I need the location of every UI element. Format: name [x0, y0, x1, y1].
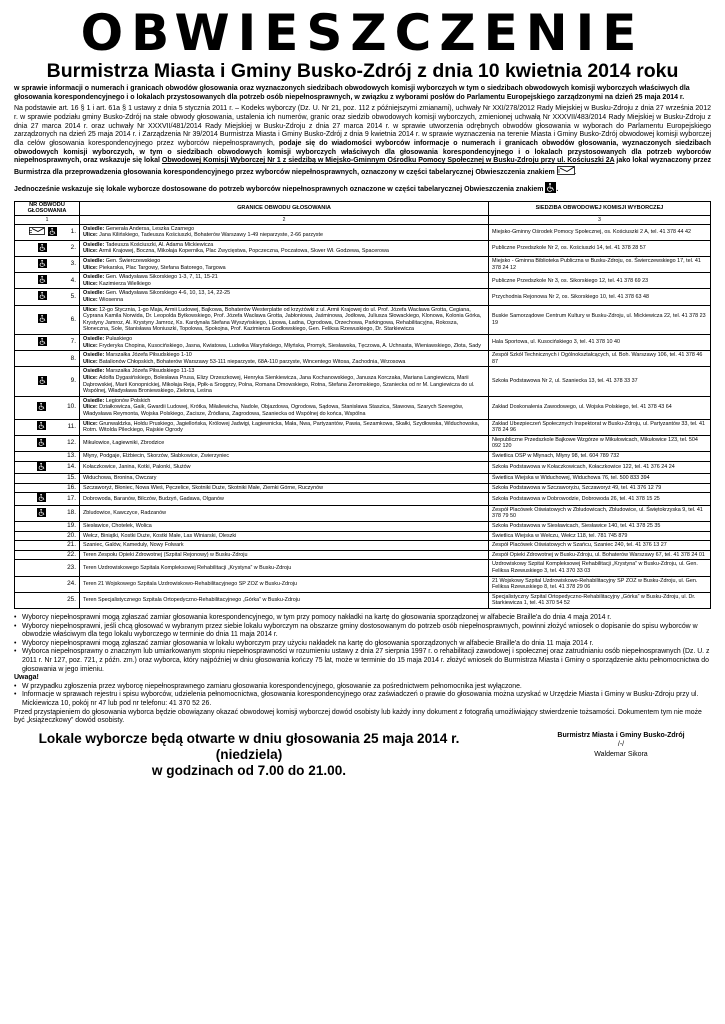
area-list: Pułaskiego [104, 336, 133, 343]
table-row [15, 435, 711, 451]
area-list: Wiosenna [97, 297, 124, 304]
area-list: Grunwaldzka, Hołdu Pruskiego, Jagiellońska, Królowej Jadwigi, Łagiewnicka, Mała, Nwa, Partyzantów, Pawia, Sezamkowa, Skałki, Szydłowska, Widuchowska, Rotm. Witolda Pileckiego, Rajskie Ogrody [83, 420, 480, 434]
table-row [15, 335, 711, 351]
area-list: Teren 21 Wojskowego Szpitala Uzdrowiskowo-Rehabilitacyjnego SP ZOZ w Busku-Zdroju [83, 580, 298, 587]
district-seat: Hala Sportowa, ul. Kusocińskiego 3, tel. 41 378 10 40 [489, 335, 711, 351]
area-list: Szczaworyż, Błoniec, Nowa Wieś, Pęczelice, Skotniki Duże, Skotniki Małe, Ziemki Górne, Ruczynów [83, 484, 323, 491]
area-label: Osiedle: [83, 274, 105, 281]
district-number: 18. [67, 509, 76, 517]
district-number-cell [15, 474, 80, 484]
district-number: 21. [67, 541, 76, 549]
area-list: Kazimierza Wielkiego [97, 280, 151, 287]
area-label: Osiedle: [83, 397, 105, 404]
districts-table-body [15, 224, 711, 608]
table-row [15, 522, 711, 532]
area-label: Osiedle: [83, 241, 105, 248]
district-boundaries [80, 461, 489, 474]
district-seat: Miejsko-Gminny Ośrodek Pomocy Społecznej, os. Kościuszki 2 A, tel. 41 378 44 42 [489, 224, 711, 240]
area-list: Mikułowice, Łagiewniki, Zbrodzice [83, 440, 165, 447]
district-boundaries [80, 305, 489, 334]
footer [14, 731, 711, 779]
area-list: Gen. Władysława Sikorskiego 1-3, 7, 11, 15-21 [104, 274, 218, 281]
district-number: 15. [67, 474, 76, 482]
area-list: Generała Andersa, Leszka Czarnego [104, 225, 195, 232]
district-number-cell [15, 461, 80, 474]
district-number-cell [15, 224, 80, 240]
area-label: Ulice: [83, 297, 98, 304]
district-number: 1. [70, 228, 76, 235]
district-number: 25. [67, 596, 76, 604]
table-row [15, 550, 711, 560]
header-nr: NR OBWODU GŁOSOWANIA [15, 201, 80, 215]
wheelchair-icon [38, 314, 47, 326]
district-number-cell [15, 550, 80, 560]
district-boundaries [80, 493, 489, 506]
area-list: Adolfa Dygasińskiego, Bolesława Prusa, Elizy Orzeszkowej, Henryka Sienkiewicza, Jana Kochanowskiego, Janusza Korczaka, Mariana Langiewicza, Marii Dąbrowskiej, Marii Konopnickiej, Mikołaja Reja, Ppłk-a Sroggrzy, Polna, Romana Dmowskiego, Rotna, Stefana Żeromskiego, Szaniecka od nr M. Langiewicza do ul. Wspólnej, Władysława Broniewskiego, Zielona, Leśna [83, 374, 475, 395]
district-seat: Szkoła Podstawowa w Siesławicach, Siesławice 140, tel. 41 378 25 35 [489, 522, 711, 532]
mail-envelope-icon [29, 227, 45, 239]
district-number: 11. [67, 422, 76, 430]
note-item: • Wyborcy niepełnosprawni mogą zgłaszać zamiar głosowania korespondencyjnego, w tym przy pomocy nakładki na kartę do głosowania sporządzonej w alfabecie Braille'a do dnia 4 maja 2014 r. [14, 614, 711, 623]
col-index: 3 [489, 215, 711, 224]
district-number: 14. [67, 463, 76, 471]
district-number-cell [15, 305, 80, 334]
district-number: 8. [70, 354, 76, 362]
district-seat: Zespół Placówek Oświatowych w Szańcu, Szaniec 240, tel. 41 376 13 27 [489, 541, 711, 551]
table-row [15, 305, 711, 334]
district-boundaries [80, 560, 489, 576]
district-number-cell [15, 257, 80, 273]
district-seat: Szkoła Podstawowa w Dobrowodzie, Dobrowoda 26, tel. 41 378 15 25 [489, 493, 711, 506]
district-number-cell [15, 240, 80, 256]
district-number-cell [15, 396, 80, 419]
district-boundaries [80, 522, 489, 532]
table-row [15, 240, 711, 256]
accessibility-paragraph: Jednocześnie wskazuje się lokale wyborcze dostosowane do potrzeb wyborców niepełnosprawnych oznaczone w części tabelarycznej Obwieszczenia znakiem . [14, 182, 711, 197]
area-list: Batalionów Chłopskich, Bohaterów Warszawy 53-111 nieparzyste, 68A-110 parzyste, Wincentego Witosa, Zachodnia, Wrzosowa [97, 358, 406, 365]
districts-table [14, 201, 711, 610]
warning-item: • W przypadku zgłoszenia przez wyborcę niepełnosprawnego zamiaru głosowania korespondencyjnego, głosowanie za pośrednictwem pełnomocnika jest wyłączone. [14, 683, 711, 692]
area-list: Gen. Świerczewskiego [104, 258, 161, 265]
district-number-cell [15, 351, 80, 367]
table-row [15, 592, 711, 608]
district-boundaries [80, 351, 489, 367]
area-list: Teren Uzdrowiskowego Szpitala Kompleksowej Rehabilitacji „Krystyna” w Busku-Zdroju [83, 564, 292, 571]
wheelchair-icon [38, 259, 47, 271]
table-row [15, 560, 711, 576]
district-number-cell [15, 451, 80, 461]
district-boundaries [80, 289, 489, 305]
area-list: 12-go Stycznia, 1-go Maja, Armii Ludowej, Bajkowa, Bohaterów Westerplatte od krzyżówki z ul. Armii Krajowej do ul. Prof. Józefa Wacława Grotta, Cegiana, Cyprana Kamila Norwida, Dr. Leopolda Bytkowskiego, Prof. Józefa Wacława Grotta, Jabłoniowa, Jaśminowa, Jodłowa, Juliusza Słowackiego, Klonowa, Kolonia Górka, Krystyny Jamroz, Al. Krystyny Jamroz, Ks. Kardynała Stefana Wyszyńskiego, Lipowa, Ładna, Ogrodowa, Orzechowa, Parkingowa, Rehabilitacyjna, Rokosza, Słoneczna, Sole, Stanisława Moniuszki, Topolowa, Spokojna, Prof. Kazimierza Godłowskiego, Gen. Feliksa Rzewuskiego, Dr. Starkiewicza [83, 306, 482, 333]
opening-hours: Lokale wyborcze będą otwarte w dniu głosowania 25 maja 2014 r. (niedziela) w godzinach od 7.00 do 21.00. [38, 730, 460, 778]
area-label: Ulice: [83, 342, 98, 349]
table-row [15, 576, 711, 592]
wheelchair-icon [37, 402, 46, 414]
district-boundaries [80, 419, 489, 435]
signature-block: Burmistrz Miasta i Gminy Busko-Zdrój /-/ Waldemar Sikora [557, 731, 685, 758]
table-row [15, 531, 711, 541]
district-number-cell [15, 435, 80, 451]
warning-list [14, 683, 711, 709]
district-seat: Niepubliczne Przedszkole Bajkowe Wzgórze w Mikułowicach, Mikułowice 123, tel. 504 092 120 [489, 435, 711, 451]
table-row [15, 396, 711, 419]
note-item: • Wyborcy niepełnosprawni mogą zgłaszać zamiar głosowania w lokalu wyborczym przy użyciu nakładek na kartę do głosowania sporządzonych w alfabecie Braille'a do dnia 11 maja 2014 r. [14, 640, 711, 649]
district-number-cell [15, 273, 80, 289]
district-seat: Świetlica Wiejska w Widuchowej, Widuchowa 76, tel. 500 833 394 [489, 474, 711, 484]
district-number-cell [15, 592, 80, 608]
table-row [15, 483, 711, 493]
district-number: 7. [70, 338, 76, 346]
district-number-cell [15, 560, 80, 576]
district-boundaries [80, 451, 489, 461]
district-number: 10. [67, 403, 76, 411]
district-boundaries [80, 435, 489, 451]
table-row [15, 289, 711, 305]
warning-item: • Informacje w sprawach rejestru i spisu wyborców, udzielenia pełnomocnictwa, głosowania korespondencyjnego oraz zaświadczeń o prawie do głosowania można uzyskać w Urzędzie Miasta i Gminy w Busku-Zdroju przy ul. Mickiewicza 10, pokój nr 47 lub pod nr telefonu: 41 370 52 26. [14, 691, 711, 708]
area-label: Osiedle: [83, 290, 105, 297]
district-boundaries [80, 576, 489, 592]
area-list: Marszałka Józefa Piłsudskiego 1-10 [104, 352, 192, 359]
district-seat: Specjalistyczny Szpital Ortopedyczno-Rehabilitacyjny „Górka” w Busku-Zdroju, ul. Dr. Starkiewicza 1, tel. 41 370 54 52 [489, 592, 711, 608]
district-number: 12. [67, 439, 76, 447]
note-item: • Wyborcy niepełnosprawni, jeśli chcą głosować w wybranym przez siebie lokalu wyborczym na obszarze gminy dostosowanym do potrzeb osób niepełnosprawnych, powinni złożyć wniosek o dopisanie do spisu wyborców w obwodzie właściwym dla tego lokalu wyborczego w terminie do dnia 11 maja 2014 r. [14, 623, 711, 640]
col-index: 1 [15, 215, 80, 224]
area-label: Ulice: [83, 248, 98, 255]
mail-envelope-icon [557, 166, 575, 179]
area-label: Ulice: [83, 358, 98, 365]
district-seat: Buskie Samorządowe Centrum Kultury w Busku-Zdroju, ul. Mickiewicza 22, tel. 41 378 23 19 [489, 305, 711, 334]
district-seat: Szkoła Podstawowa Nr 2, ul. Szaniecka 13, tel. 41 378 33 37 [489, 367, 711, 396]
area-label: Ulice: [83, 374, 98, 381]
district-number-cell [15, 531, 80, 541]
area-label: Ulice: [83, 264, 98, 271]
notice-title: OBWIESZCZENIE [80, 4, 645, 62]
area-list: Widuchowa, Bronina, Owczary [83, 475, 157, 482]
district-number: 2. [70, 244, 76, 252]
district-seat: Publiczne Przedszkole Nr 3, os. Sikorskiego 12, tel. 41 378 69 23 [489, 273, 711, 289]
area-label: Osiedle: [83, 336, 105, 343]
district-boundaries [80, 592, 489, 608]
district-number: 9. [70, 377, 76, 385]
district-seat: Szkoła Podstawowa w Szczaworyżu, Szczaworyż 49, tel. 41 376 12 79 [489, 483, 711, 493]
area-list: Marszałka Józefa Piłsudskiego 11-13 [104, 368, 195, 375]
district-boundaries [80, 367, 489, 396]
area-label: Osiedle: [83, 368, 105, 375]
district-number: 23. [67, 563, 76, 571]
district-number: 5. [70, 292, 76, 300]
district-seat: Przychodnia Rejonowa Nr 2, os. Sikorskiego 10, tel. 41 378 63 48 [489, 289, 711, 305]
area-list: Gen. Władysława Sikorskiego 4-6, 10, 13, 14, 22-25 [104, 290, 231, 297]
area-list: Siesławice, Chotelek, Wolica [83, 523, 152, 530]
district-number: 17. [67, 494, 76, 502]
district-number-cell [15, 367, 80, 396]
district-number: 16. [67, 483, 76, 491]
area-label: Ulice: [83, 232, 98, 239]
area-label: Osiedle: [83, 352, 105, 359]
wheelchair-icon [37, 462, 46, 474]
district-seat: Świetlica OSP w Młynach, Młyny 98, tel. 604 789 732 [489, 451, 711, 461]
district-number-cell [15, 483, 80, 493]
wheelchair-icon [38, 376, 47, 388]
district-seat: Zespół Szkół Technicznych i Ogólnokształcących, ul. Boh. Warszawy 106, tel. 41 378 46 87 [489, 351, 711, 367]
district-seat: Zakład Doskonalenia Zawodowego, ul. Wojska Polskiego, tel. 41 378 43 64 [489, 396, 711, 419]
district-seat: Zespół Placówek Oświatowych w Zbludowicach, Zbludowice, ul. Świętokrzyska 9, tel. 41 378 79 50 [489, 505, 711, 521]
district-seat: Uzdrowiskowy Szpital Kompleksowej Rehabilitacji „Krystyna” w Busku-Zdroju, ul. Gen. Feliksa Rzewuskiego 3, tel. 41 370 33 03 [489, 560, 711, 576]
table-row [15, 273, 711, 289]
wheelchair-icon [37, 438, 46, 450]
district-boundaries [80, 531, 489, 541]
district-boundaries [80, 335, 489, 351]
table-row [15, 541, 711, 551]
district-boundaries [80, 550, 489, 560]
district-number-cell [15, 522, 80, 532]
wheelchair-icon [37, 493, 46, 505]
area-label: Ulice: [83, 280, 98, 287]
area-label: Osiedle: [83, 258, 105, 265]
district-number: 4. [70, 276, 76, 284]
district-boundaries [80, 257, 489, 273]
area-list: Fryderyka Chopina, Kusocińskiego, Jasna, Kwiatowa, Ludwika Waryńskiego, Młyńska, Promyk, Siesławska, Tęczowa, A. Uchnasta, Wieniawskiego, Złota, Sady [97, 342, 481, 349]
closing-paragraph: Przed przystąpieniem do głosowania wyborca będzie obowiązany okazać obwodowej komisji wyborczej dowód osobisty lub każdy inny dokument z fotografią umożliwiający stwierdzenie tożsamości. Dokumentem tym nie może być „książeczkowy” dowód osobisty. [14, 708, 702, 725]
table-row [15, 367, 711, 396]
area-list: Kołaczkowice, Janina, Kotki, Palonki, Służów [83, 464, 191, 471]
area-list: Tadeusza Kościuszki, Al. Adama Mickiewicza [104, 241, 214, 248]
wheelchair-icon [38, 337, 47, 349]
table-row [15, 461, 711, 474]
district-number-cell [15, 335, 80, 351]
district-seat: Szkoła Podstawowa w Kołaczkowicach, Kołaczkowice 122, tel. 41 376 24 24 [489, 461, 711, 474]
area-list: Dobrowoda, Baranów, Bilczów, Budzyń, Gadawa, Olganów [83, 495, 224, 502]
table-row [15, 493, 711, 506]
table-row [15, 351, 711, 367]
wheelchair-icon [37, 421, 46, 433]
header-siedziba: SIEDZIBA OBWODOWEJ KOMISJI WYBORCZEJ [489, 201, 711, 215]
area-list: Szaniec, Galów, Kameduły, Nowy Folwark [83, 542, 184, 549]
col-index: 2 [80, 215, 489, 224]
table-row [15, 451, 711, 461]
district-number: 6. [70, 315, 76, 323]
notice-lead: w sprawie informacji o numerach i granicach obwodów głosowania oraz wyznaczonych siedzibach obwodowych komisji wyborczych w tym o siedzibach obwodowych komisji wyborczych właściwych dla głosowania korespondencyjnego i o lokalach przystosowanych dla potrzeb osób niepełnosprawnych, w związku z wyborami posłów do Parlamentu Europejskiego zarządzonymi na dzień 25 maja 2014 r. [14, 85, 690, 101]
area-label: Ulice: [83, 404, 98, 411]
wheelchair-icon [48, 227, 57, 239]
wheelchair-icon [545, 182, 556, 197]
district-number-cell [15, 505, 80, 521]
table-row [15, 257, 711, 273]
table-row [15, 419, 711, 435]
area-label: Ulice: [83, 420, 98, 427]
wheelchair-icon [37, 508, 46, 520]
area-label: Ulice: [83, 306, 98, 313]
area-list: Piekarska, Plac Targowy, Stefana Batorego, Targowa [97, 264, 226, 271]
area-list: Teren Zespołu Opieki Zdrowotnej (Szpital Rejonowy) w Busku-Zdroju [83, 551, 248, 558]
district-number: 24. [67, 579, 76, 587]
area-list: Wełcz, Biniątki, Kostki Duże, Kostki Małe, Las Winiarski, Oleszki [83, 532, 237, 539]
district-seat: Zakład Ubezpieczeń Społecznych Inspektorat w Busku-Zdroju, ul. Partyzantów 33, tel. 41 378 24 96 [489, 419, 711, 435]
district-boundaries [80, 273, 489, 289]
district-seat: Publiczne Przedszkole Nr 2, os. Kościuszki 14, tel. 41 378 28 57 [489, 240, 711, 256]
table-row [15, 474, 711, 484]
district-number-cell [15, 289, 80, 305]
wheelchair-icon [38, 243, 47, 255]
district-seat: Zespół Opieki Zdrowotnej w Busku-Zdroju, ul. Bohaterów Warszawy 67, tel. 41 378 24 01 [489, 550, 711, 560]
area-list: Młyny, Podgaje, Elżbiecin, Skorzów, Słabkowice, Zwierzyniec [83, 452, 230, 459]
wheelchair-icon [38, 275, 47, 287]
warning-title: Uwaga! [14, 674, 39, 682]
district-boundaries [80, 541, 489, 551]
notice-subtitle: Burmistrza Miasta i Gminy Busko-Zdrój z dnia 10 kwietnia 2014 roku [46, 60, 679, 82]
district-boundaries [80, 240, 489, 256]
area-list: Legionów Polskich [104, 397, 151, 404]
district-boundaries [80, 224, 489, 240]
district-boundaries [80, 474, 489, 484]
header-granice: GRANICE OBWODU GŁOSOWANIA [80, 201, 489, 215]
district-number: 20. [67, 531, 76, 539]
notes-list [14, 614, 711, 674]
wheelchair-icon [38, 291, 47, 303]
table-row [15, 224, 711, 240]
area-label: Osiedle: [83, 225, 105, 232]
district-number: 19. [67, 522, 76, 530]
district-number-cell [15, 541, 80, 551]
district-boundaries [80, 505, 489, 521]
area-list: Zbludowice, Kawczyce, Radzanów [83, 510, 166, 517]
note-item: • Wyborca niepełnosprawny o znacznym lub umiarkowanym stopniu niepełnosprawności w rozumieniu ustawy z dnia 27 sierpnia 1997 r. o rehabilitacji zawodowej i społecznej oraz zatrudnianiu osób niepełnosprawnych (Dz. U. z 2011 r. Nr 127, poz. 721, z późn. zm.) oraz wyborca, który najpóźniej w dniu głosowania kończy 75 lat, może w terminie do 15 maja 2014 r. złożyć wniosek do Burmistrza Miasta i Gminy o sporządzenie aktu pełnomocnictwa do głosowania w jego imieniu. [14, 648, 711, 674]
district-seat: Świetlica Wiejska w Wełczu, Wełcz 118, tel. 781 745 879 [489, 531, 711, 541]
district-number: 22. [67, 550, 76, 558]
district-seat: 21 Wojskowy Szpital Uzdrowiskowo-Rehabilitacyjny SP ZOZ w Busku-Zdroju, ul. Gen. Feliksa Rzewuskiego 8, tel. 41 378 29 06 [489, 576, 711, 592]
table-row [15, 505, 711, 521]
district-number: 13. [67, 451, 76, 459]
district-seat: Miejsko - Gminna Biblioteka Publiczna w Busku-Zdroju, os. Świerczewskiego 17, tel. 41 378 24 12 [489, 257, 711, 273]
district-number-cell [15, 493, 80, 506]
area-list: Teren Specjalistycznego Szpitala Ortopedyczno-Rehabilitacyjnego „Górka” w Busku-Zdroju [83, 597, 300, 604]
area-list: Armii Krajowej, Boczna, Mikołaja Kopernika, Plac Zwycięstwa, Popczeczna, Poczatowa, Skwer Wł. Godzewa, Spacerowa [97, 248, 389, 255]
area-list: Jana Kilińskiego, Tadeusza Kościuszki, Bohaterów Warszawy 1-49 nieparzyste, 2-66 parzyste [97, 232, 324, 239]
district-boundaries [80, 396, 489, 419]
district-number-cell [15, 576, 80, 592]
district-number: 3. [70, 260, 76, 268]
intro-paragraph: Na podstawie art. 16 § 1 i art. 61a § 1 ustawy z dnia 5 stycznia 2011 r. – Kodeks wyborczy (Dz. U. Nr 21, poz. 112 z późniejszymi zmianami), uchwały Nr XXI/278/2012 Rady Miejskiej w Busku-Zdroju z dnia 27 września 2012 r. w sprawie podziału gminy Busko-Zdrój na stałe obwody głosowania, ustalenia ich numerów, granic oraz siedzib obwodowych komisji wyborczych, zmienionej uchwałą Nr XXXVII/483/2014 Rady Miejskiej w Busku-Zdroju z dnia 27 marca 2014 r. oraz uchwały Nr XXXVII/481/2014 Rady Miejskiej w Busku-Zdroju z dnia 27 marca 2014 r. w sprawie utworzenia odrębnych obwodów głosowania w wyborach do Parlamentu Europejskiego zarządzonych na dzień 25 maja 2014 r. i Zarządzenia Nr 39/2014 Burmistrza Miasta i Gminy Busko-Zdrój z dnia 9 kwietnia 2014 r. w sprawie wyznaczenia na terenie Miasta i Gminy Busko-Zdrój obwodowej komisji wyborczej dla celów głosowania korespondencyjnego przez wyborców niepełnosprawnych, podaje się do wiadomości wyborców informacje o numerach i granicach obwodów głosowania, wyznaczonych siedzibach obwodowych komisji wyborczych, w tym o siedzibach obwodowych komisji wyborczych właściwych dla głosowania korespondencyjnego i o lokalach przystosowanych dla potrzeb wyborców niepełnosprawnych, oraz wskazuje się lokal Obwodowej Komisji Wyborczej Nr 1 z siedzibą w Miejsko-Gminnym Ośrodku Pomocy Społecznej w Busku-Zdroju przy ul. Kościuszki 2A jako lokal wyznaczony przez Burmistrza dla przeprowadzenia głosowania korespondencyjnego przez wyborców niepełnosprawnych, oznaczony w części tabelarycznej Obwieszczenia znakiem . [14, 105, 711, 179]
district-number-cell [15, 419, 80, 435]
district-boundaries [80, 483, 489, 493]
area-list: Działkowicza, Gaik, Gwardii Ludowej, Krótka, Miłaliewicha, Nadole, Objazdowa, Ogrodowa, Sądowa, Stanisława Staszica, Stawowa, Szarych Szeregów, Władysława Reymonta, Wojska Polskiego, Zacisze, Źródlana, Zagrodowa, Szaniecka od Wspólnej do końca, Wspólna [83, 404, 464, 417]
